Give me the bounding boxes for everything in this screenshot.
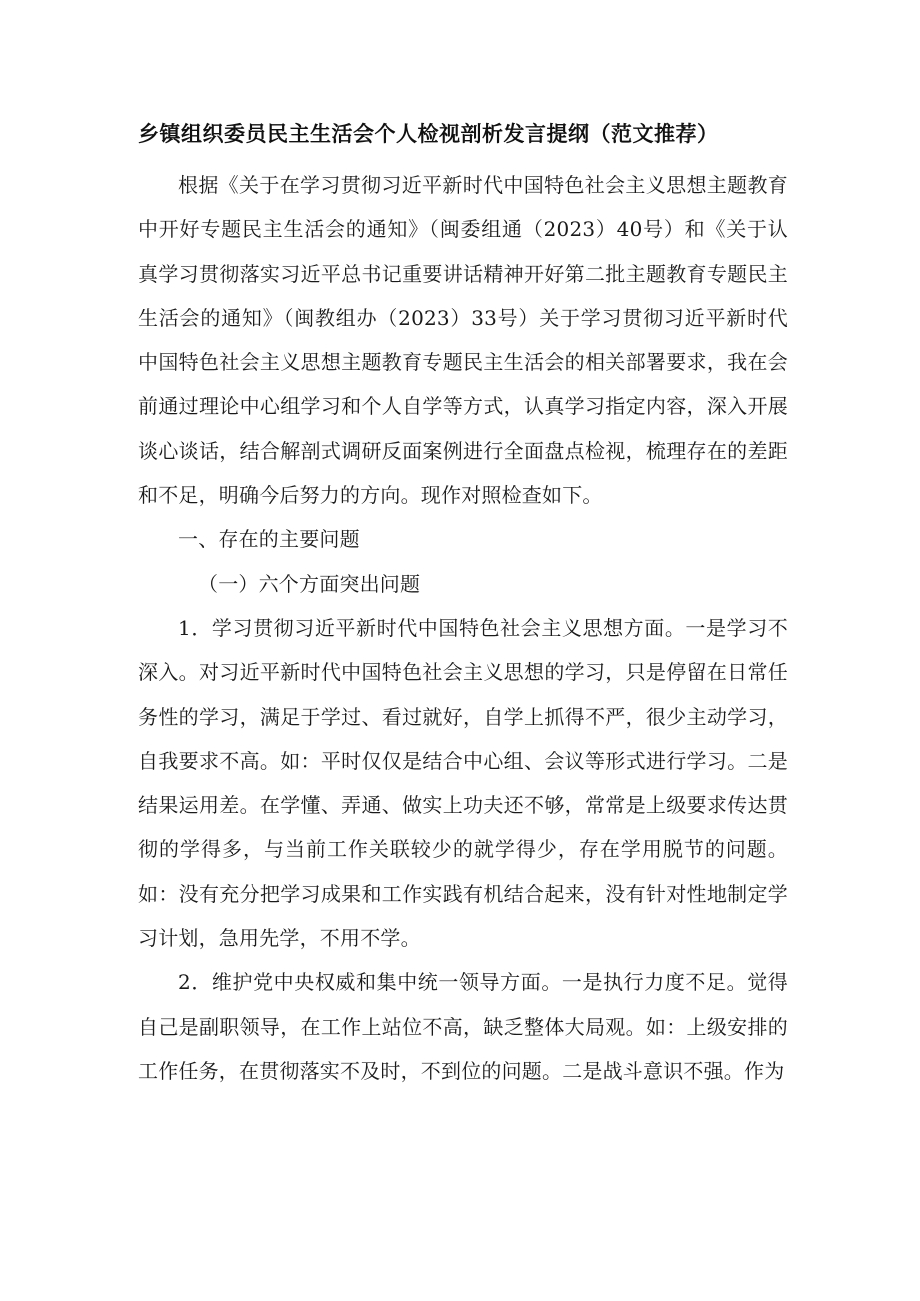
section-heading-problems: 一、存在的主要问题 <box>178 527 360 552</box>
intro-paragraph: 根据《关于在学习贯彻习近平新时代中国特色社会主义思想主题教育中开好专题民主生活会的通知》（闽委组通（2023）40号）和《关于认真学习贯彻落实习近平总书记重要讲话精神开好第二批主题教育专题民主生活会的通知》（闽教组办（2023）33号）关于学习贯彻习近平新时代中国特色社会主义思想主题教育专题民主生活会的相关部署要求，我在会前通过理论中心组学习和个人自学等方式，认真学习指定内容，深入开展谈心谈话，结合解剖式调研反面案例进行全面盘点检视，梳理存在的差距和不足，明确今后努力的方向。现作对照检查如下。 <box>138 173 788 508</box>
item-paragraph-1: 1．学习贯彻习近平新时代中国特色社会主义思想方面。一是学习不深入。对习近平新时代中国特色社会主义思想的学习，只是停留在日常任务性的学习，满足于学过、看过就好，自学上抓得不严，很少主动学习，自我要求不高。如：平时仅仅是结合中心组、会议等形式进行学习。二是结果运用差。在学懂、弄通、做实上功夫还不够，常常是上级要求传达贯彻的学得多，与当前工作关联较少的就学得少，存在学用脱节的问题。如：没有充分把学习成果和工作实践有机结合起来，没有针对性地制定学习计划，急用先学，不用不学。 <box>138 615 788 951</box>
item-paragraph-2: 2．维护党中央权威和集中统一领导方面。一是执行力度不足。觉得自己是副职领导，在工作上站位不高，缺乏整体大局观。如：上级安排的工作任务，在贯彻落实不及时，不到位的问题。二是战斗意识不强。作为 <box>138 970 788 1083</box>
document-body <box>138 163 788 1093</box>
document-title: 乡镇组织委员民主生活会个人检视剖析发言提纲（范文推荐） <box>138 122 719 146</box>
subsection-heading-six-aspects: （一）六个方面突出问题 <box>198 571 421 596</box>
